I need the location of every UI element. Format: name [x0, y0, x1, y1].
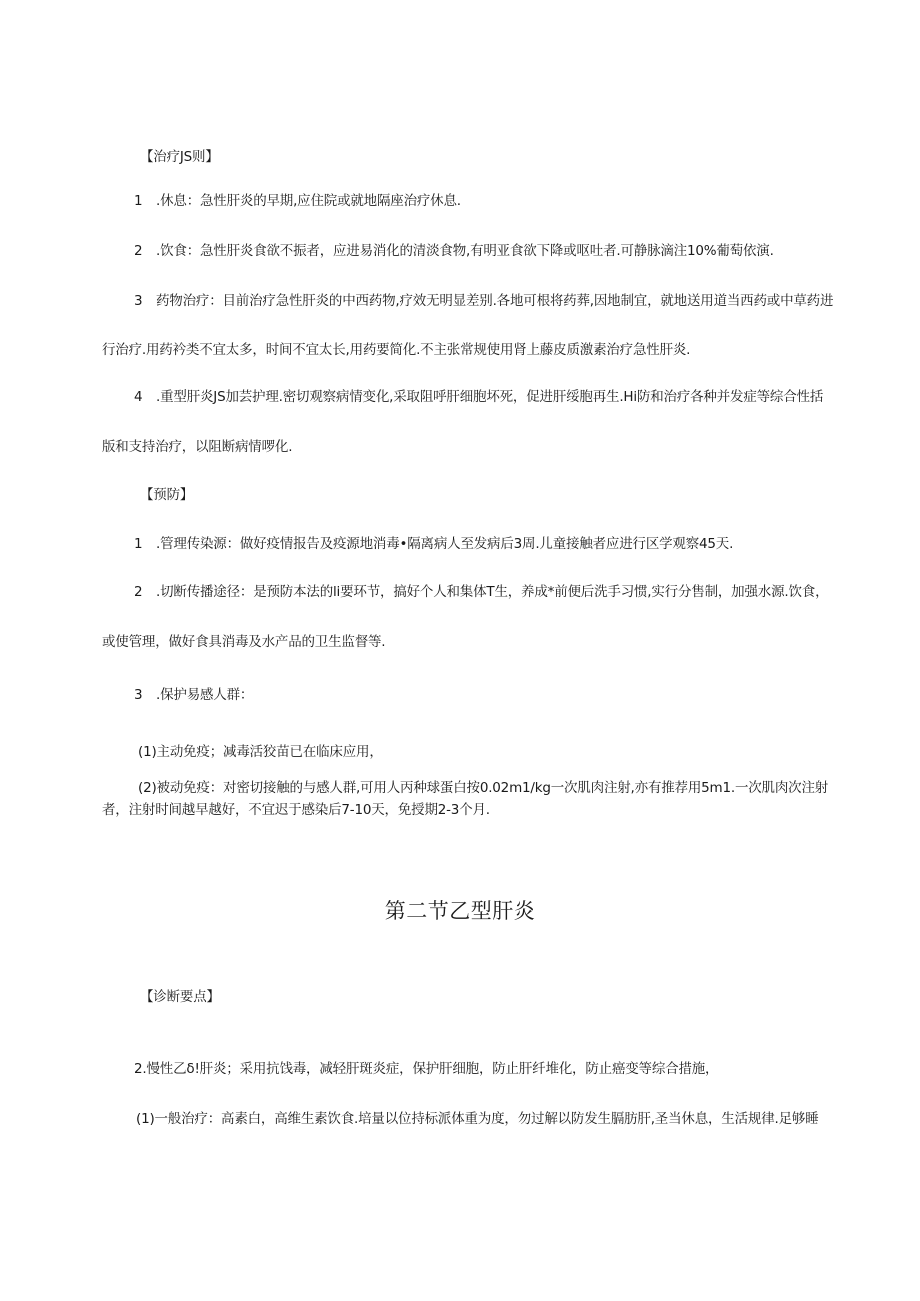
item-text: .休息：急性肝炎的早期,应住院或就地隔座治疗休息. — [156, 193, 461, 209]
list-item — [134, 292, 833, 310]
item-text: .饮食：急性肝炎食欲不振者，应进易消化的清淡食物,有明亚食欲下降或呕吐者.可静脉滴注10%葡萄依演. — [156, 243, 774, 259]
list-item — [134, 686, 253, 704]
item-text: .管理传染源：做好疫情报告及疫源地消毒•隔离病人至发病后3周.儿童接触者应进行区学观察45天. — [156, 536, 734, 552]
sub-item-passive-immunity: (2)被动免疫：对密切接触的与感人群,可用人丙种球蛋白按0.02m1∕kg一次肌肉注射,亦有推荐用5m1.一次肌肉次注射 — [138, 780, 829, 796]
list-item-continuation: 版和支持治疗，以阻断病情啰化. — [102, 439, 293, 455]
sub-item-continuation: 者，注射时间越早越好，不宜迟于感染后7-10天，免授期2-3个月. — [102, 802, 490, 818]
prevention-heading: 【预防】 — [140, 487, 194, 503]
chronic-hepatitis-line: 2.慢性乙δ!肝炎；采用抗饯毒，减轻肝斑炎症，保护肝细胞，防止肝纤堆化，防止癌变等综合措施， — [134, 1061, 719, 1077]
list-item — [134, 583, 828, 601]
item-text: .保护易感人群： — [156, 687, 254, 703]
list-item — [134, 388, 823, 406]
item-text: .重型肝炎JS加芸护理.密切观察病情变化,采取阻呼肝细胞坏死，促进肝绥胞再生.Hi防和治疗各种并发症等综合性括 — [156, 389, 824, 405]
item-number: 1 — [134, 536, 143, 552]
general-treatment-line: (1)一般治疗：高素白，高维生素饮食.培量以位持标派体重为度，勿过解以防发生膈肪肝,圣当休息，生活规律.足够睡 — [136, 1111, 819, 1127]
item-number: 4 — [134, 389, 143, 405]
list-item — [134, 242, 774, 260]
item-number: 3 — [134, 687, 143, 703]
list-item — [134, 535, 733, 553]
item-number: 3 — [134, 293, 143, 309]
sub-item-active-immunity: (1)主动免疫；减毒活狡苗已在临床应用， — [138, 744, 383, 760]
list-item-continuation: 行治疗.用药衿类不宜太多，时间不宜太长,用药要简化.不主张常规使用肾上藤皮质激素治疗急性肝炎. — [102, 342, 691, 358]
item-text: .切断传播途径：是预防本法的li要环节，搞好个人和集体T生，养成*前便后洗手习惯,实行分售制，加强水源.饮食， — [156, 584, 829, 600]
item-number: 1 — [134, 193, 143, 209]
chapter-title: 第二节乙型肝炎 — [384, 899, 536, 923]
diagnosis-heading: 【诊断要点】 — [140, 989, 220, 1005]
item-number: 2 — [134, 243, 143, 259]
list-item-continuation: 或使管理，做好食具消毒及水产品的卫生监督等. — [102, 634, 386, 650]
list-item — [134, 192, 461, 210]
item-number: 2 — [134, 584, 143, 600]
item-text: 药物治疗：目前治疗急性肝炎的中西药物,疗效无明显差别.各地可根将药葬,因地制宜，就地送用道当西药或中草药进 — [156, 293, 834, 309]
treatment-principles-heading: 【治疗JS则】 — [140, 149, 219, 165]
